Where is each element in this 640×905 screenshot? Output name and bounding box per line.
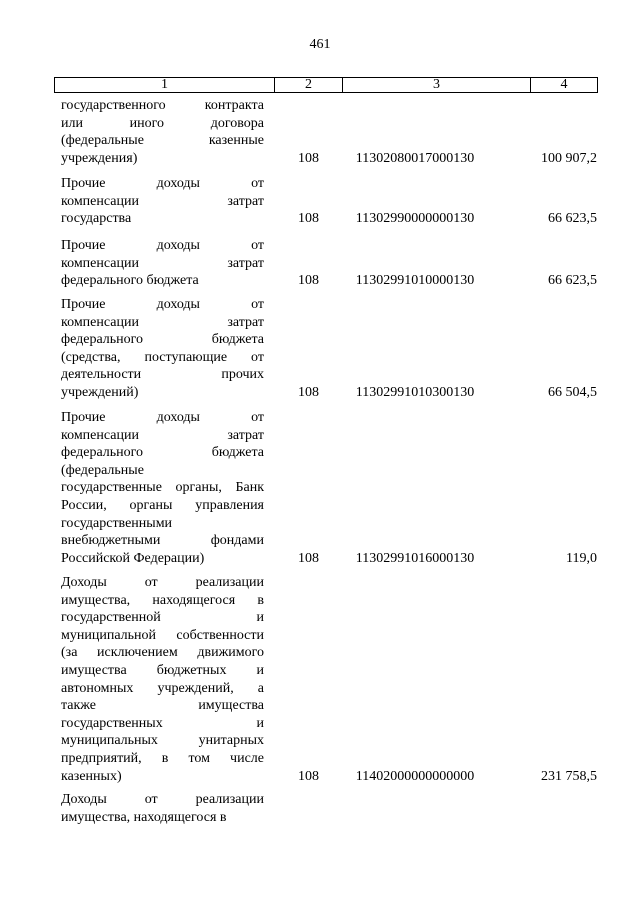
description-line: государственного контракта [61,98,264,113]
description-line: (за исключением движимого [61,645,264,661]
description-line: Доходы от реализации [61,575,264,590]
description-line: предприятий, в том числе [61,750,264,766]
row-kbk-code: 11302080017000130 [355,150,475,166]
row-kbk-code: 11302991010000130 [355,273,475,289]
description-line: Прочие доходы от [61,297,264,312]
description-line: компенсации затрат [61,193,264,209]
row-description [61,296,264,402]
description-line: федерального бюджета [61,332,264,348]
description-line: Доходы от реализации [61,792,264,807]
description-line: федерального бюджета [61,445,264,461]
row-description [61,237,264,290]
description-line: имущества бюджетных и [61,662,264,678]
row-description [61,574,264,785]
row-description [61,409,264,567]
row-code: 108 [298,550,319,566]
description-line: компенсации затрат [61,314,264,330]
row-kbk-code: 11302990000000130 [355,211,475,227]
row-kbk-code: 11302991016000130 [355,550,475,566]
table-header-row [54,77,598,93]
row-kbk-code: 11402000000000000 [355,768,475,784]
header-col-2: 2 [275,78,343,92]
description-line: Прочие доходы от [61,410,264,425]
row-description [61,97,264,167]
description-line: Российской Федерации) [61,550,205,566]
description-line: государства [61,211,132,227]
description-line: (федеральные [61,462,144,478]
description-line: внебюджетными фондами [61,533,264,549]
header-col-1: 1 [55,78,275,92]
row-amount: 66 504,5 [548,385,597,400]
description-line: или иного договора [61,115,264,131]
description-line: деятельности прочих [61,367,264,383]
page-number: 461 [309,37,331,52]
row-amount: 100 907,2 [541,150,597,166]
description-line: казенных) [61,768,122,784]
row-code: 108 [298,150,319,166]
row-amount: 231 758,5 [541,768,597,784]
description-line: государственной и [61,610,264,626]
description-line: учреждений) [61,384,139,400]
row-amount: 119,0 [566,550,597,566]
description-line: муниципальных унитарных [61,733,264,749]
description-line: федерального бюджета [61,273,199,289]
description-line: Прочие доходы от [61,238,264,253]
description-line: компенсации затрат [61,427,264,443]
description-line: Прочие доходы от [61,176,264,191]
header-col-4: 4 [560,77,568,92]
description-line: учреждения) [61,150,138,166]
description-line: России, органы управления [61,497,264,513]
description-line: также имущества [61,698,264,714]
row-code: 108 [298,768,319,784]
description-line: имущества, находящегося в [61,809,227,825]
row-code: 108 [298,273,319,289]
description-line: автономных учреждений, а [61,680,264,696]
description-line: (федеральные казенные [61,133,264,149]
description-line: имущества, находящегося в [61,592,264,608]
row-code: 108 [298,385,319,400]
row-kbk-code: 11302991010300130 [355,385,475,400]
row-amount: 66 623,5 [548,273,597,289]
header-col-3: 3 [343,78,531,92]
row-code: 108 [298,211,319,227]
description-line: государственных и [61,715,264,731]
description-line: государственные органы, Банк [61,480,264,496]
description-line: (средства, поступающие от [61,349,264,365]
description-line: муниципальной собственности [61,627,264,643]
description-line: компенсации затрат [61,255,264,271]
row-description [61,791,264,826]
row-description [61,175,264,228]
description-line: государственными [61,515,173,531]
row-amount: 66 623,5 [548,211,597,227]
